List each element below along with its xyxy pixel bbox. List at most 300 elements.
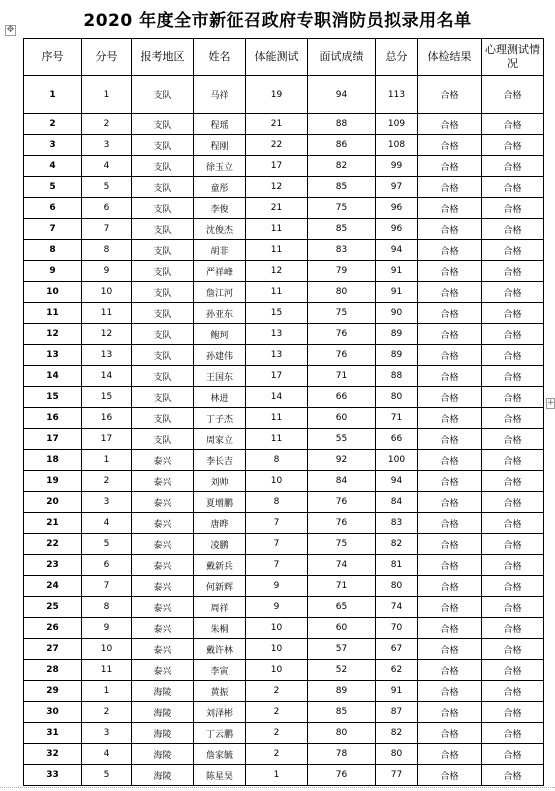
table-row [24, 723, 544, 744]
table-cell: 5 [82, 534, 132, 555]
table-cell: 89 [308, 681, 376, 702]
table-cell: 詹江河 [194, 282, 246, 303]
table-cell: 合格 [418, 471, 482, 492]
table-cell: 泰兴 [132, 618, 194, 639]
table-cell: 1 [82, 76, 132, 114]
table-cell: 泰兴 [132, 555, 194, 576]
table-cell: 合格 [482, 534, 544, 555]
table-cell: 55 [308, 429, 376, 450]
table-cell: 5 [24, 177, 82, 198]
table-cell: 合格 [418, 555, 482, 576]
table-cell: 1 [82, 450, 132, 471]
table-cell: 7 [24, 219, 82, 240]
table-cell: 91 [376, 282, 418, 303]
table-cell: 15 [82, 387, 132, 408]
table-cell: 支队 [132, 156, 194, 177]
table-cell: 合格 [482, 723, 544, 744]
table-cell: 4 [24, 156, 82, 177]
table-cell: 合格 [482, 471, 544, 492]
table-cell: 2 [246, 723, 308, 744]
table-cell: 王国东 [194, 366, 246, 387]
table-cell: 海陵 [132, 702, 194, 723]
page-title: 2020 年度全市新征召政府专职消防员拟录用名单 [83, 11, 472, 31]
table-cell: 海陵 [132, 765, 194, 786]
table-cell: 合格 [418, 387, 482, 408]
table-cell: 83 [376, 513, 418, 534]
table-cell: 33 [24, 765, 82, 786]
table-cell: 66 [376, 429, 418, 450]
table-cell: 合格 [482, 240, 544, 261]
table-cell: 10 [24, 282, 82, 303]
table-cell: 8 [24, 240, 82, 261]
table-cell: 支队 [132, 135, 194, 156]
table-cell: 支队 [132, 282, 194, 303]
column-header: 体能测试 [246, 39, 308, 76]
table-cell: 詹家毓 [194, 744, 246, 765]
table-cell: 13 [24, 345, 82, 366]
table-row [24, 303, 544, 324]
table-cell: 8 [246, 492, 308, 513]
table-cell: 11 [246, 408, 308, 429]
table-cell: 85 [308, 177, 376, 198]
table-row [24, 198, 544, 219]
table-cell: 丁云鹏 [194, 723, 246, 744]
table-cell: 7 [82, 576, 132, 597]
table-cell: 合格 [418, 345, 482, 366]
table-cell: 2 [24, 114, 82, 135]
table-cell: 23 [24, 555, 82, 576]
table-cell: 李俊 [194, 198, 246, 219]
table-cell: 泰兴 [132, 660, 194, 681]
table-cell: 89 [376, 324, 418, 345]
table-cell: 沈俊杰 [194, 219, 246, 240]
table-row [24, 744, 544, 765]
table-cell: 77 [376, 765, 418, 786]
table-row [24, 135, 544, 156]
table-cell: 合格 [418, 513, 482, 534]
table-cell: 海陵 [132, 681, 194, 702]
table-cell: 13 [246, 324, 308, 345]
table-cell: 凌鹏 [194, 534, 246, 555]
table-cell: 74 [376, 597, 418, 618]
table-cell: 85 [308, 702, 376, 723]
table-cell: 96 [376, 219, 418, 240]
table-cell: 支队 [132, 387, 194, 408]
table-cell: 13 [246, 345, 308, 366]
table-cell: 9 [246, 597, 308, 618]
table-cell: 20 [24, 492, 82, 513]
table-cell: 100 [376, 450, 418, 471]
table-cell: 99 [376, 156, 418, 177]
table-cell: 5 [82, 177, 132, 198]
table-cell: 徐玉立 [194, 156, 246, 177]
table-cell: 10 [246, 639, 308, 660]
table-cell: 李寅 [194, 660, 246, 681]
table-cell: 16 [82, 408, 132, 429]
table-cell: 75 [308, 198, 376, 219]
table-cell: 合格 [418, 324, 482, 345]
table-cell: 94 [308, 76, 376, 114]
table-cell: 孙亚东 [194, 303, 246, 324]
table-cell: 4 [82, 156, 132, 177]
table-cell: 合格 [418, 408, 482, 429]
table-cell: 60 [308, 618, 376, 639]
table-cell: 合格 [482, 114, 544, 135]
table-cell: 合格 [418, 177, 482, 198]
table-row [24, 408, 544, 429]
table-cell: 15 [246, 303, 308, 324]
table-row [24, 429, 544, 450]
table-cell: 12 [246, 261, 308, 282]
table-cell: 合格 [418, 261, 482, 282]
table-cell: 29 [24, 681, 82, 702]
table-cell: 76 [308, 492, 376, 513]
table-cell: 泰兴 [132, 639, 194, 660]
column-header: 体检结果 [418, 39, 482, 76]
table-cell: 泰兴 [132, 534, 194, 555]
table-cell: 2 [82, 702, 132, 723]
table-cell: 支队 [132, 76, 194, 114]
table-cell: 合格 [418, 240, 482, 261]
table-cell: 8 [82, 597, 132, 618]
table-cell: 76 [308, 324, 376, 345]
column-header: 分号 [82, 39, 132, 76]
table-cell: 李长吉 [194, 450, 246, 471]
table-row [24, 576, 544, 597]
table-cell: 80 [376, 387, 418, 408]
table-cell: 80 [376, 744, 418, 765]
table-cell: 28 [24, 660, 82, 681]
table-cell: 81 [376, 555, 418, 576]
table-cell: 泰兴 [132, 513, 194, 534]
table-cell: 76 [308, 765, 376, 786]
table-cell: 9 [82, 261, 132, 282]
table-cell: 合格 [482, 219, 544, 240]
table-cell: 13 [82, 345, 132, 366]
table-cell: 22 [24, 534, 82, 555]
table-cell: 合格 [418, 303, 482, 324]
table-cell: 支队 [132, 429, 194, 450]
table-cell: 合格 [482, 177, 544, 198]
table-cell: 2 [246, 744, 308, 765]
table-cell: 支队 [132, 303, 194, 324]
table-row [24, 534, 544, 555]
table-cell: 17 [24, 429, 82, 450]
table-cell: 支队 [132, 219, 194, 240]
table-row [24, 702, 544, 723]
table-cell: 6 [82, 198, 132, 219]
table-cell: 16 [24, 408, 82, 429]
table-cell: 合格 [418, 702, 482, 723]
table-cell: 84 [376, 492, 418, 513]
table-cell: 67 [376, 639, 418, 660]
table-cell: 合格 [418, 681, 482, 702]
table-cell: 52 [308, 660, 376, 681]
table-cell: 10 [246, 618, 308, 639]
table-cell: 合格 [482, 198, 544, 219]
table-cell: 14 [246, 387, 308, 408]
table-row [24, 282, 544, 303]
table-cell: 14 [24, 366, 82, 387]
table-cell: 支队 [132, 324, 194, 345]
table-cell: 62 [376, 660, 418, 681]
table-cell: 合格 [482, 765, 544, 786]
table-cell: 91 [376, 681, 418, 702]
table-row [24, 177, 544, 198]
table-cell: 合格 [418, 618, 482, 639]
table-cell: 合格 [482, 702, 544, 723]
column-header: 总分 [376, 39, 418, 76]
table-cell: 泰兴 [132, 576, 194, 597]
table-cell: 25 [24, 597, 82, 618]
table-cell: 合格 [482, 387, 544, 408]
table-cell: 合格 [482, 597, 544, 618]
table-cell: 马祥 [194, 76, 246, 114]
table-cell: 3 [82, 135, 132, 156]
table-cell: 海陵 [132, 723, 194, 744]
table-cell: 87 [376, 702, 418, 723]
table-cell: 74 [308, 555, 376, 576]
table-cell: 朱桐 [194, 618, 246, 639]
table-cell: 90 [376, 303, 418, 324]
table-cell: 3 [82, 723, 132, 744]
table-cell: 9 [24, 261, 82, 282]
recruit-table [23, 38, 544, 786]
table-cell: 合格 [482, 76, 544, 114]
table-cell: 合格 [482, 156, 544, 177]
table-cell: 合格 [418, 76, 482, 114]
table-body [24, 76, 544, 786]
table-cell: 75 [308, 303, 376, 324]
table-cell: 夏增鹏 [194, 492, 246, 513]
table-row [24, 513, 544, 534]
table-cell: 78 [308, 744, 376, 765]
table-cell: 合格 [418, 576, 482, 597]
table-cell: 合格 [482, 261, 544, 282]
table-cell: 3 [24, 135, 82, 156]
table-cell: 88 [308, 114, 376, 135]
table-cell: 支队 [132, 114, 194, 135]
table-cell: 71 [308, 576, 376, 597]
table-cell: 合格 [482, 324, 544, 345]
page-edge-divider [0, 787, 555, 788]
table-row [24, 618, 544, 639]
table-cell: 合格 [418, 765, 482, 786]
table-cell: 何新辉 [194, 576, 246, 597]
table-cell: 9 [82, 618, 132, 639]
table-cell: 85 [308, 219, 376, 240]
table-cell: 12 [24, 324, 82, 345]
table-cell: 支队 [132, 408, 194, 429]
table-cell: 83 [308, 240, 376, 261]
table-cell: 17 [82, 429, 132, 450]
table-cell: 80 [376, 576, 418, 597]
table-cell: 2 [82, 114, 132, 135]
table-cell: 96 [376, 198, 418, 219]
table-cell: 合格 [482, 429, 544, 450]
column-header: 报考地区 [132, 39, 194, 76]
table-cell: 75 [308, 534, 376, 555]
table-cell: 60 [308, 408, 376, 429]
table-cell: 合格 [482, 576, 544, 597]
table-cell: 支队 [132, 198, 194, 219]
table-cell: 2 [246, 702, 308, 723]
table-cell: 周家立 [194, 429, 246, 450]
move-handle-icon[interactable]: ✥ [6, 25, 15, 35]
table-row [24, 76, 544, 114]
table-cell: 113 [376, 76, 418, 114]
table-row [24, 240, 544, 261]
plus-icon[interactable]: + [547, 398, 555, 408]
table-cell: 合格 [482, 744, 544, 765]
table-cell: 11 [246, 282, 308, 303]
table-cell: 周祥 [194, 597, 246, 618]
table-cell: 4 [82, 513, 132, 534]
table-cell: 泰兴 [132, 471, 194, 492]
table-cell: 8 [246, 450, 308, 471]
table-cell: 泰兴 [132, 597, 194, 618]
table-cell: 22 [246, 135, 308, 156]
table-cell: 57 [308, 639, 376, 660]
table-row [24, 765, 544, 786]
table-cell: 7 [246, 513, 308, 534]
table-cell: 82 [308, 156, 376, 177]
table-cell: 19 [24, 471, 82, 492]
table-cell: 21 [246, 114, 308, 135]
table-cell: 鲍珂 [194, 324, 246, 345]
table-cell: 合格 [482, 660, 544, 681]
table-cell: 76 [308, 345, 376, 366]
table-cell: 合格 [418, 135, 482, 156]
table-cell: 2 [82, 471, 132, 492]
table-cell: 97 [376, 177, 418, 198]
table-cell: 89 [376, 345, 418, 366]
table-cell: 泰兴 [132, 492, 194, 513]
table-cell: 严祥峰 [194, 261, 246, 282]
table-cell: 合格 [418, 660, 482, 681]
table-cell: 11 [82, 303, 132, 324]
table-cell: 11 [82, 660, 132, 681]
table-cell: 14 [82, 366, 132, 387]
table-cell: 合格 [418, 534, 482, 555]
table-row [24, 681, 544, 702]
table-cell: 70 [376, 618, 418, 639]
table-cell: 12 [246, 177, 308, 198]
table-cell: 合格 [418, 744, 482, 765]
table-cell: 6 [82, 555, 132, 576]
table-cell: 32 [24, 744, 82, 765]
table-cell: 黄振 [194, 681, 246, 702]
table-cell: 30 [24, 702, 82, 723]
table-cell: 1 [82, 681, 132, 702]
table-cell: 21 [246, 198, 308, 219]
table-cell: 合格 [482, 618, 544, 639]
table-cell: 4 [82, 744, 132, 765]
table-cell: 94 [376, 471, 418, 492]
table-cell: 10 [82, 282, 132, 303]
table-cell: 合格 [418, 366, 482, 387]
table-cell: 唐晔 [194, 513, 246, 534]
table-cell: 合格 [482, 345, 544, 366]
table-cell: 12 [82, 324, 132, 345]
table-cell: 6 [24, 198, 82, 219]
table-cell: 11 [246, 429, 308, 450]
table-cell: 11 [24, 303, 82, 324]
table-cell: 21 [24, 513, 82, 534]
table-cell: 合格 [418, 198, 482, 219]
table-cell: 26 [24, 618, 82, 639]
table-cell: 合格 [482, 450, 544, 471]
table-row [24, 450, 544, 471]
table-cell: 17 [246, 366, 308, 387]
table-cell: 合格 [482, 681, 544, 702]
table-row [24, 156, 544, 177]
column-header: 姓名 [194, 39, 246, 76]
table-cell: 65 [308, 597, 376, 618]
table-cell: 3 [82, 492, 132, 513]
column-header: 序号 [24, 39, 82, 76]
table-cell: 戴新兵 [194, 555, 246, 576]
table-cell: 66 [308, 387, 376, 408]
table-cell: 合格 [482, 639, 544, 660]
table-row [24, 219, 544, 240]
table-cell: 82 [376, 534, 418, 555]
table-cell: 合格 [418, 219, 482, 240]
table-cell: 合格 [482, 135, 544, 156]
table-cell: 合格 [482, 513, 544, 534]
table-cell: 合格 [482, 282, 544, 303]
table-cell: 合格 [418, 723, 482, 744]
table-cell: 9 [246, 576, 308, 597]
table-cell: 支队 [132, 177, 194, 198]
table-cell: 15 [24, 387, 82, 408]
table-cell: 7 [246, 555, 308, 576]
table-cell: 92 [308, 450, 376, 471]
table-cell: 合格 [418, 639, 482, 660]
table-row [24, 345, 544, 366]
table-cell: 海陵 [132, 744, 194, 765]
table-cell: 11 [246, 240, 308, 261]
table-cell: 合格 [482, 408, 544, 429]
table-cell: 5 [82, 765, 132, 786]
table-cell: 2 [246, 681, 308, 702]
table-cell: 7 [82, 219, 132, 240]
table-cell: 支队 [132, 366, 194, 387]
table-cell: 合格 [482, 555, 544, 576]
table-cell: 17 [246, 156, 308, 177]
table-cell: 孙建伟 [194, 345, 246, 366]
table-cell: 10 [82, 639, 132, 660]
table-cell: 程刚 [194, 135, 246, 156]
table-cell: 1 [246, 765, 308, 786]
column-header: 面试成绩 [308, 39, 376, 76]
table-cell: 18 [24, 450, 82, 471]
table-row [24, 114, 544, 135]
table-cell: 支队 [132, 240, 194, 261]
table-cell: 合格 [482, 303, 544, 324]
table-cell: 10 [246, 471, 308, 492]
table-cell: 94 [376, 240, 418, 261]
table-cell: 108 [376, 135, 418, 156]
table-row [24, 660, 544, 681]
table-cell: 合格 [482, 492, 544, 513]
table-cell: 80 [308, 723, 376, 744]
table-cell: 合格 [482, 366, 544, 387]
table-cell: 刘帅 [194, 471, 246, 492]
table-cell: 胡非 [194, 240, 246, 261]
table-cell: 8 [82, 240, 132, 261]
table-cell: 林进 [194, 387, 246, 408]
